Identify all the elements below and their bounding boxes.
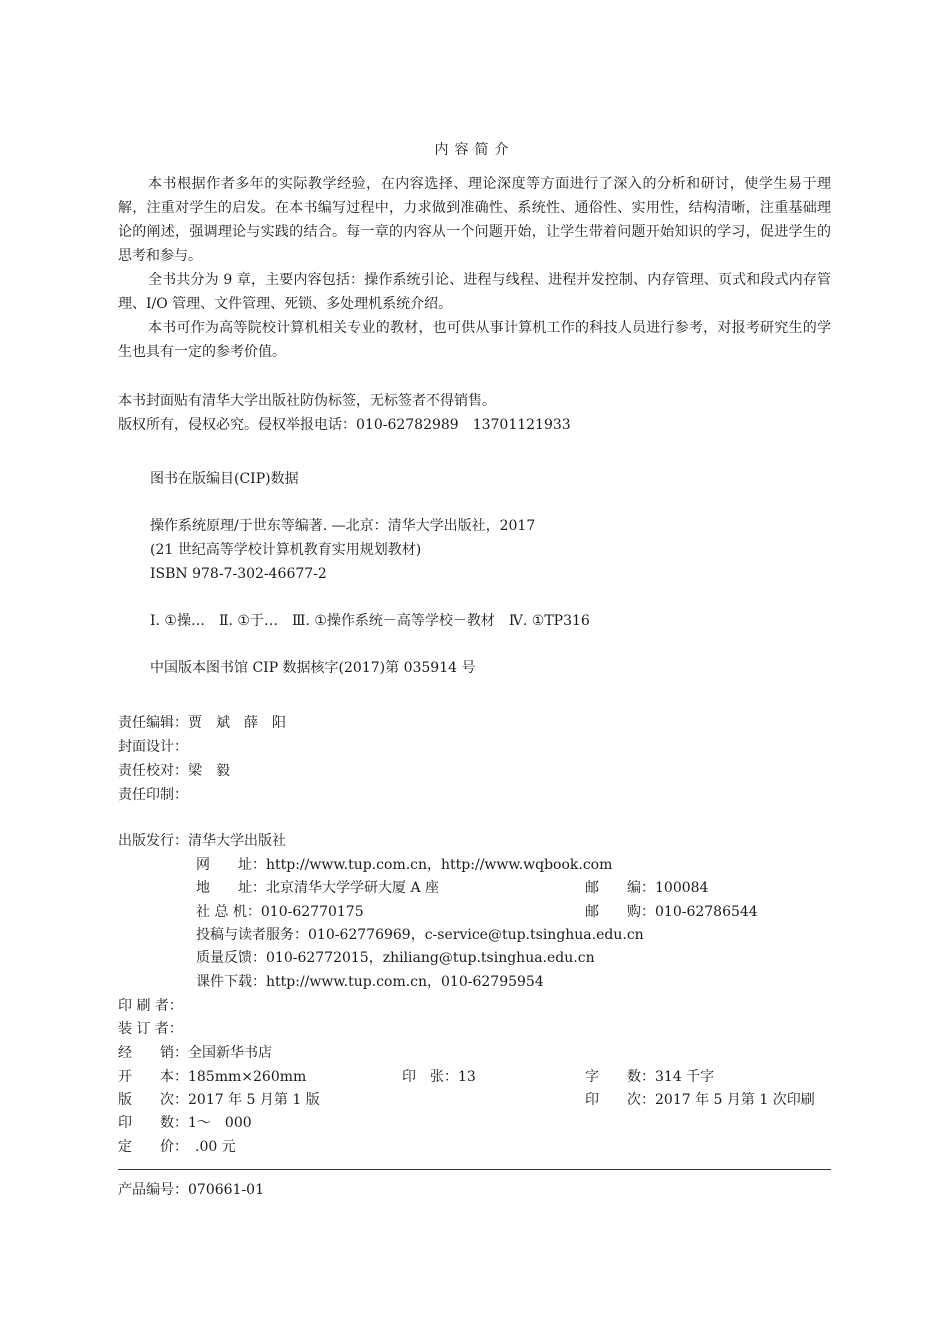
intro-title: 内容简介 [434,142,515,158]
spec-printing: 印 次：2017 年 5 月第 1 次印刷 [585,1092,815,1108]
cover-design-credit: 封面设计： [118,739,188,755]
cip-line-2: (21 世纪高等学校计算机教育实用规划教材) [150,542,422,558]
spec-binder: 装 订 者： [118,1021,183,1037]
publisher-website: 网 址：http://www.tup.com.cn，http://www.wqbook.com [196,857,613,873]
spec-word-count: 字 数：314 千字 [585,1069,715,1085]
proofreader-credit: 责任校对：梁 毅 [118,763,230,779]
spec-printer: 印 刷 者： [118,998,183,1014]
spec-sheets: 印 张：13 [402,1069,476,1085]
publisher-mail-order: 邮 购：010-62786544 [585,904,758,920]
spec-price: 定 价： .00 元 [118,1139,236,1155]
intro-paragraph-1: 本书根据作者多年的实际教学经验，在内容选择、理论深度等方面进行了深入的分析和研讨，使学生易于理解，注重对学生的启发。在本书编写过程中，力求做到准确性、系统性、通俗性、实用性，结构清晰，注重基础理论的阐述，强调理论与实践的结合。每一章的内容从一个问题开始，让学生带着问题开始知识的学习，促进学生的思考和参与。 [118,176,831,264]
copyright-notice: 版权所有，侵权必究。侵权举报电话：010-62782989 13701121933 [118,417,571,433]
cip-classification: Ⅰ. ①操… Ⅱ. ①于… Ⅲ. ①操作系统－高等学校－教材 Ⅳ. ①TP316 [150,613,590,629]
spec-format: 开 本：185mm×260mm [118,1069,307,1085]
intro-paragraph-2: 全书共分为 9 章，主要内容包括：操作系统引论、进程与线程、进程并发控制、内存管理、页式和段式内存管理、I/O 管理、文件管理、死锁、多处理机系统介绍。 [118,272,831,312]
publisher-issuer: 出版发行：清华大学出版社 [118,833,286,849]
spec-distributor: 经 销：全国新华书店 [118,1045,272,1061]
cip-line-1: 操作系统原理/于世东等编著. —北京：清华大学出版社，2017 [150,518,536,534]
footer-divider [118,1169,831,1170]
editor-credit: 责任编辑：贾 斌 薛 阳 [118,715,286,731]
publisher-courseware-download: 课件下载：http://www.tup.com.cn，010-62795954 [196,974,544,990]
cip-heading: 图书在版编目(CIP)数据 [150,471,299,487]
intro-paragraph-3: 本书可作为高等院校计算机相关专业的教材，也可供从事计算机工作的科技人员进行参考，对报考研究生的学生也具有一定的参考价值。 [118,320,831,360]
publisher-quality-feedback: 质量反馈：010-62772015，zhiliang@tup.tsinghua.edu.cn [196,950,595,966]
publisher-address: 地 址：北京清华大学学研大厦 A 座 [196,880,440,896]
publisher-postcode: 邮 编：100084 [585,880,709,896]
publisher-reader-service: 投稿与读者服务：010-62776969，c-service@tup.tsinghua.edu.cn [196,927,644,943]
spec-print-run: 印 数：1～ 000 [118,1115,252,1131]
anti-counterfeit-notice: 本书封面贴有清华大学出版社防伪标签，无标签者不得销售。 [118,393,496,409]
product-number: 产品编号：070661-01 [118,1182,264,1198]
cip-isbn: ISBN 978-7-302-46677-2 [150,566,327,582]
spec-edition: 版 次：2017 年 5 月第 1 版 [118,1092,320,1108]
print-supervisor-credit: 责任印制： [118,787,188,803]
cip-library-number: 中国版本图书馆 CIP 数据核字(2017)第 035914 号 [150,660,476,676]
publisher-switchboard: 社 总 机：010-62770175 [196,904,364,920]
